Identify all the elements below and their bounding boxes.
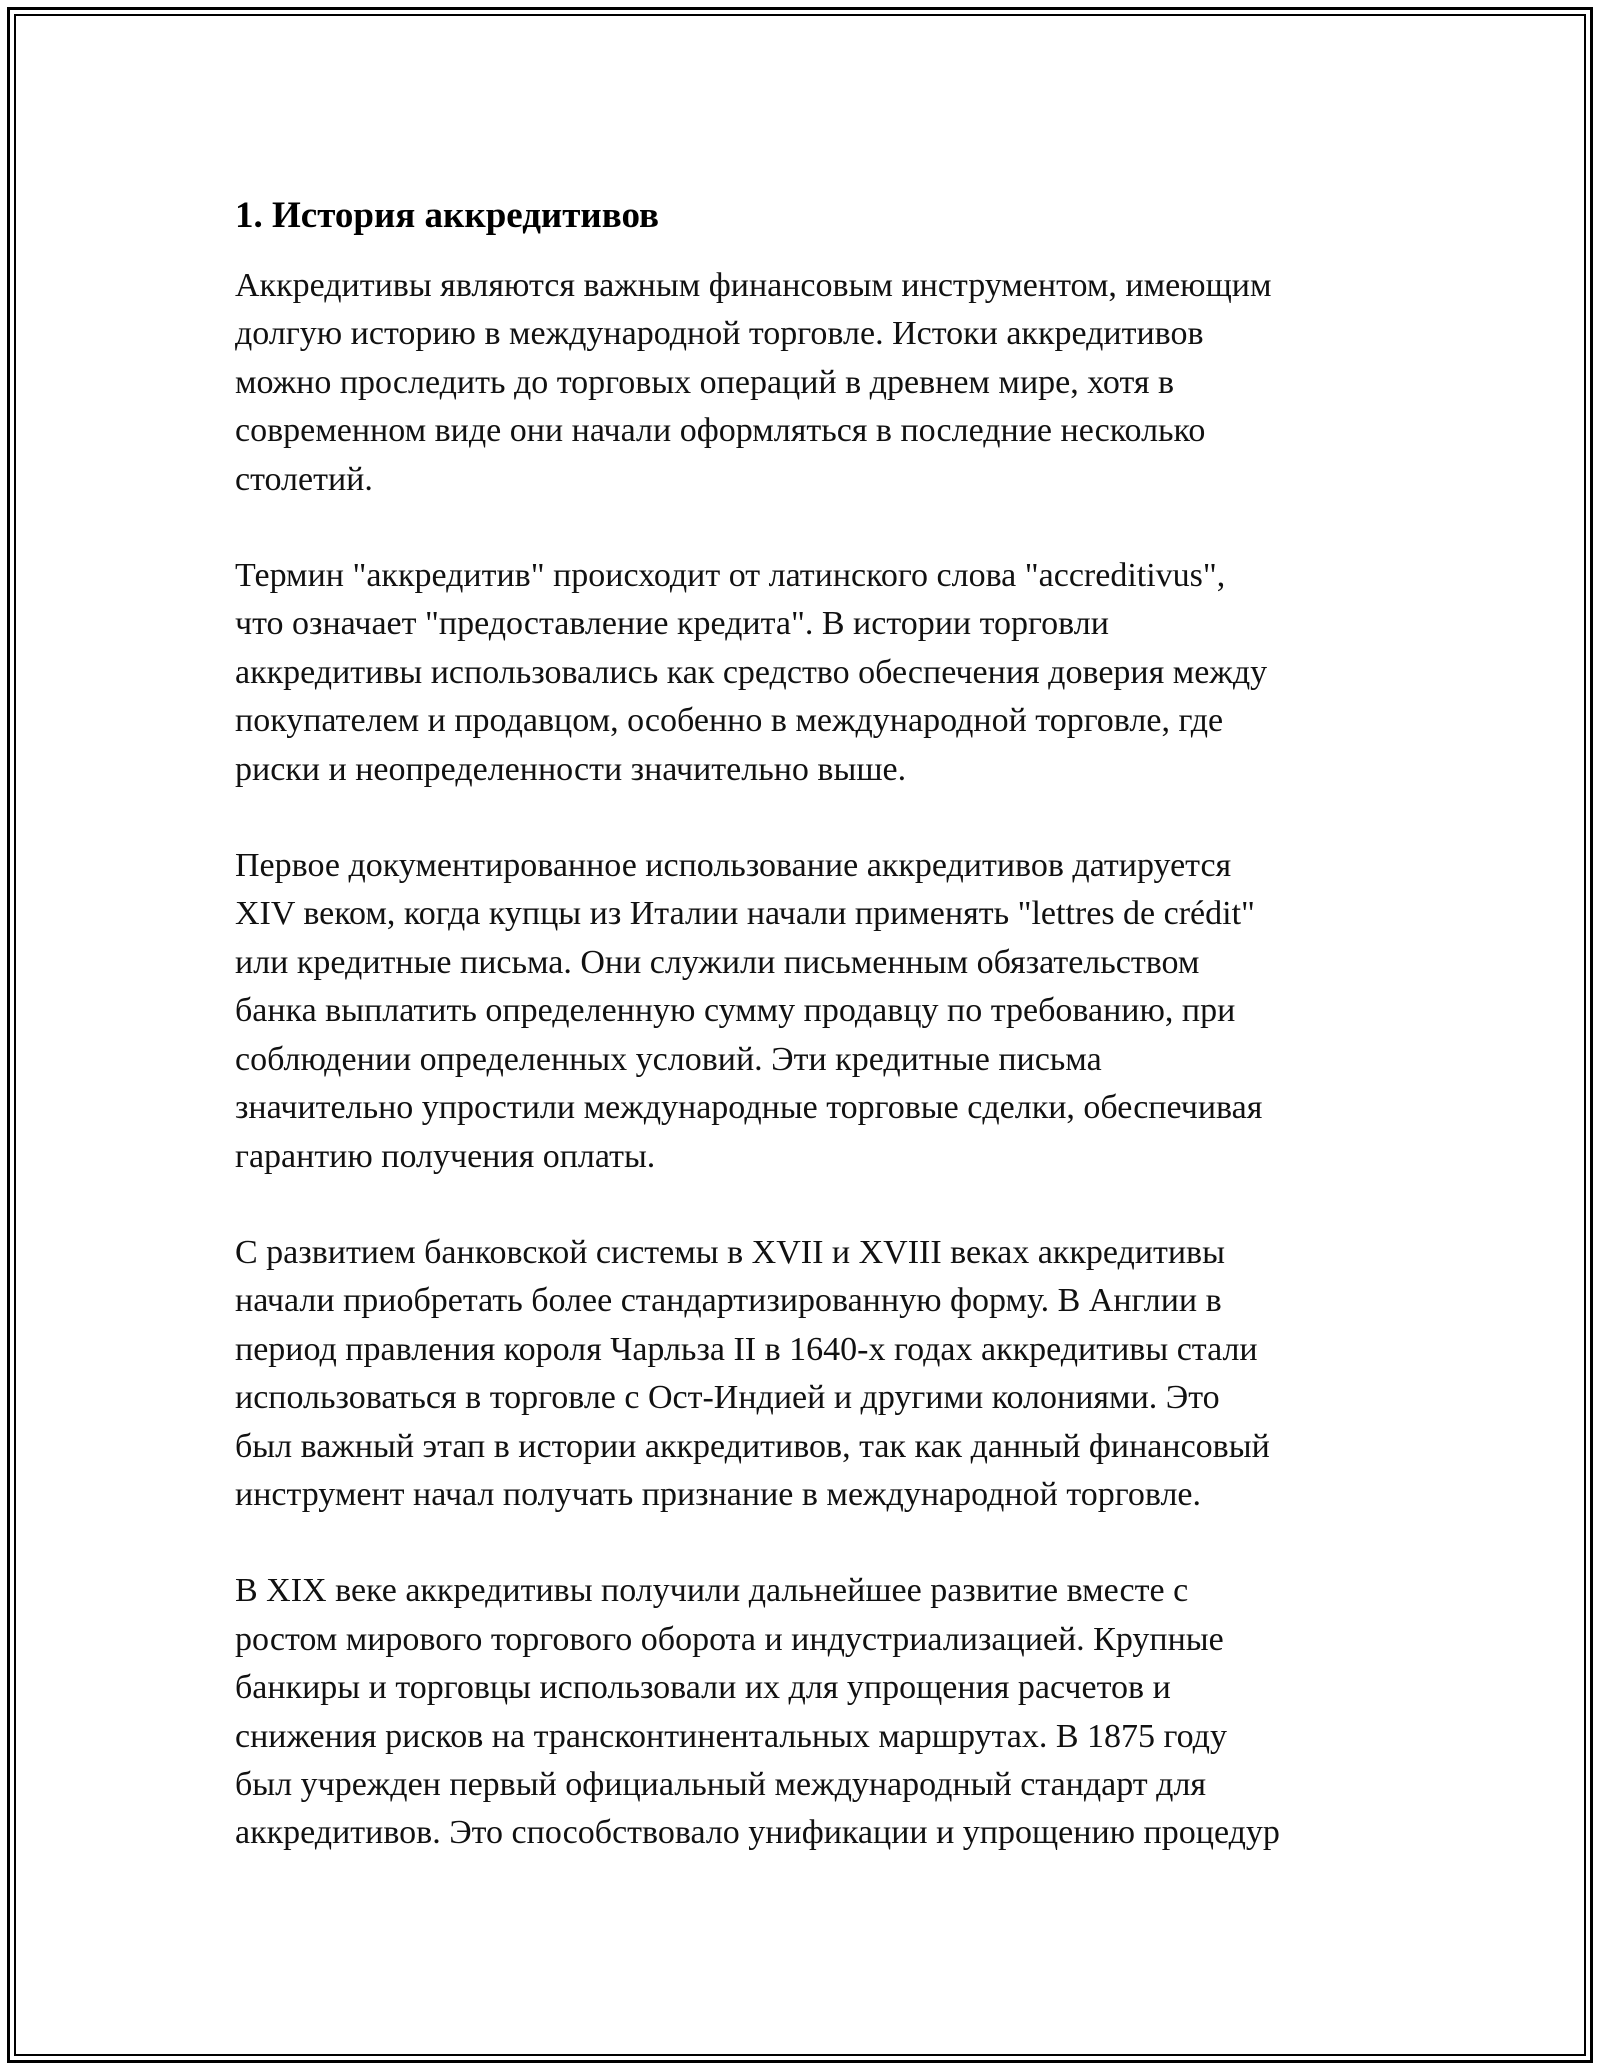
text-line: банка выплатить определенную сумму продавцу по требованию, при [235, 992, 1236, 1030]
text-line: снижения рисков на трансконтинентальных маршрутах. В 1875 году [235, 1717, 1227, 1755]
paragraph-4 [235, 1229, 1375, 1519]
text-line: соблюдении определенных условий. Эти кредитные письма [235, 1040, 1102, 1078]
text-line: был учрежден первый официальный международный стандарт для [235, 1765, 1207, 1803]
document-body [235, 186, 1375, 1906]
text-line: XIV веком, когда купцы из Италии начали применять "lettres de crédit" [235, 895, 1255, 933]
text-line: ростом мирового торгового оборота и индустриализацией. Крупные [235, 1620, 1224, 1658]
paragraph-5 [235, 1567, 1375, 1857]
text-line: или кредитные письма. Они служили письменным обязательством [235, 943, 1200, 981]
text-line: значительно упростили международные торговые сделки, обеспечивая [235, 1089, 1263, 1127]
text-line: начали приобретать более стандартизированную форму. В Англии в [235, 1282, 1222, 1320]
text-line: использоваться в торговле с Ост-Индией и другими колониями. Это [235, 1379, 1220, 1417]
text-line: можно проследить до торговых операций в древнем мире, хотя в [235, 363, 1175, 401]
text-line: Аккредитивы являются важным финансовым инструментом, имеющим [235, 267, 1272, 304]
text-line: аккредитивы использовались как средство обеспечения доверия между [235, 653, 1268, 691]
paragraph-3 [235, 842, 1375, 1181]
paragraph-2 [235, 552, 1375, 794]
text-line: столетий. [235, 460, 373, 498]
text-line: С развитием банковской системы в XVII и XVIII веках аккредитивы [235, 1233, 1225, 1271]
text-line: В XIX веке аккредитивы получили дальнейшее развитие вместе с [235, 1572, 1189, 1610]
text-line: аккредитивов. Это способствовало унификации и упрощению процедур [235, 1814, 1280, 1852]
text-line: Термин "аккредитив" происходит от латинского слова "accreditivus", [235, 557, 1226, 595]
text-line: был важный этап в истории аккредитивов, так как данный финансовый [235, 1427, 1270, 1465]
text-line: Первое документированное использование аккредитивов датируется [235, 847, 1232, 885]
text-line: долгую историю в международной торговле. Истоки аккредитивов [235, 315, 1204, 353]
text-line: инструмент начал получать признание в международной торговле. [235, 1475, 1201, 1513]
text-line: риски и неопределенности значительно выше. [235, 750, 907, 788]
paragraph-1 [235, 262, 1375, 504]
text-line: период правления короля Чарльза II в 1640-х годах аккредитивы стали [235, 1330, 1258, 1368]
section-heading: 1. История аккредитивов [235, 195, 660, 236]
text-line: гарантию получения оплаты. [235, 1137, 656, 1175]
text-line: покупателем и продавцом, особенно в международной торговле, где [235, 702, 1224, 740]
text-line: современном виде они начали оформляться в последние несколько [235, 412, 1206, 450]
text-line: банкиры и торговцы использовали их для упрощения расчетов и [235, 1669, 1171, 1707]
text-line: что означает "предоставление кредита". В истории торговли [235, 605, 1109, 643]
